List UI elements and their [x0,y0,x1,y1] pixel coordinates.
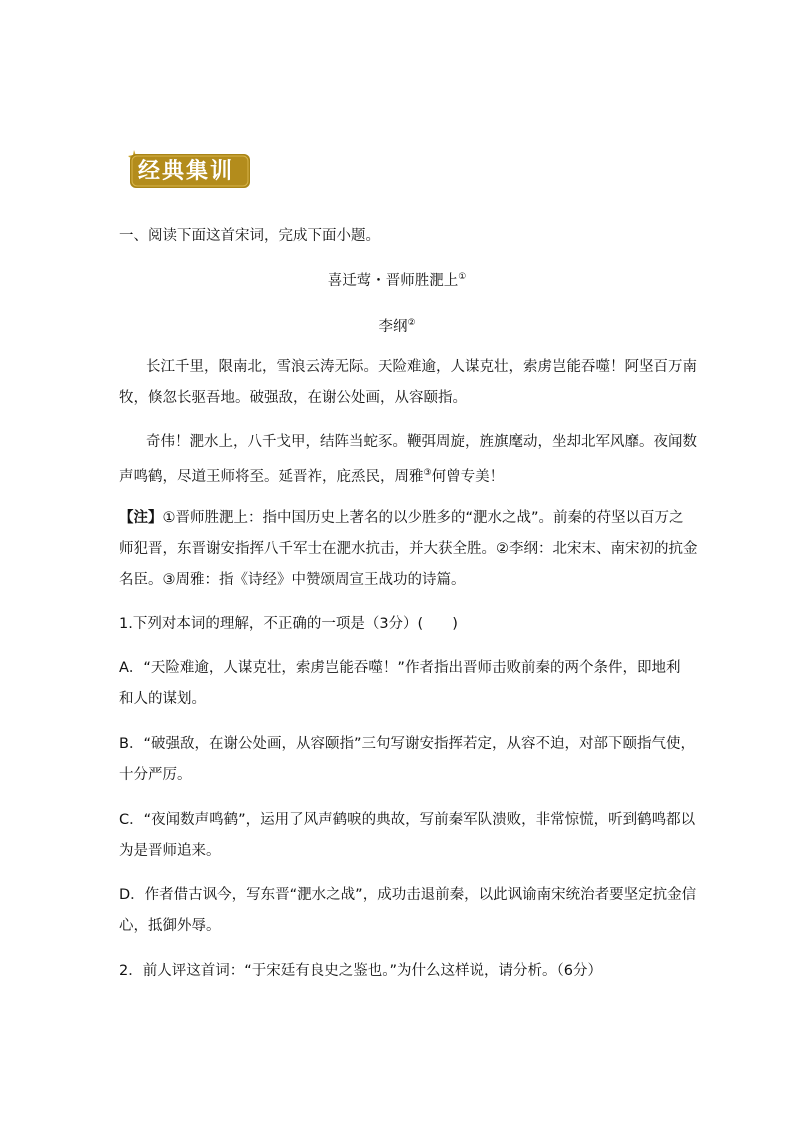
option-a-line2: 和人的谋划。 [119,691,206,707]
intro-instruction: 一、阅读下面这首宋词，完成下面小题。 [119,228,380,244]
stanza2-line2 [119,463,504,487]
stanza1-line2: 牧，倏忽长驱吾地。破强敌，在谢公处画，从容颐指。 [119,390,467,406]
option-c-line2: 为是晋师追来。 [119,843,221,859]
poem-author-line [0,313,794,337]
note-line1 [119,508,684,528]
stanza2-line2-text-b: 何曾专美！ [431,468,505,485]
poem-author: 李纲 [378,318,408,335]
option-a-line1: A．“天险难逾，人谋克壮，索虏岂能吞噬！”作者指出晋师击败前秦的两个条件，即地利 [119,660,681,676]
note-line2: 师犯晋，东晋谢安指挥八千军士在淝水抗击，并大获全胜。②李纲：北宋末、南宋初的抗金 [119,541,698,557]
note-text1: ①晋师胜淝上：指中国历史上著名的以少胜多的“淝水之战”。前秦的苻坚以百万之 [162,510,684,526]
poem-author-note: ② [407,318,416,328]
note-line3: 名臣。③周雅：指《诗经》中赞颂周宣王战功的诗篇。 [119,572,466,588]
question2-stem: 2．前人评这首词：“于宋廷有良史之鉴也。”为什么这样说，请分析。（6分） [119,963,602,979]
question1-stem: 1.下列对本词的理解，不正确的一项是（3分）( ) [119,616,458,632]
stanza2-line2-text-a: 声鸣鹤，尽道王师将至。延晋祚，庇烝民，周雅 [119,468,424,485]
option-b-line2: 十分严厉。 [119,767,192,783]
option-d-line2: 心，抵御外辱。 [119,918,221,934]
stanza2-line1: 奇伟！淝水上，八千戈甲，结阵当蛇豕。鞭弭周旋，旌旗麾动，坐却北军风靡。夜闻数 [146,434,697,450]
option-d-line1: D．作者借古讽今，写东晋“淝水之战”，成功击退前秦，以此讽谕南宋统治者要坚定抗金信 [119,887,697,903]
stanza1-line1: 长江千里，限南北，雪浪云涛无际。天险难逾，人谋克壮，索虏岂能吞噬！阿坚百万南 [146,359,697,375]
poem-title-line [0,267,794,291]
badge-label: 经典集训 [138,159,235,184]
option-c-line1: C．“夜闻数声鸣鹤”，运用了风声鹤唳的典故，写前秦军队溃败，非常惊慌，听到鹤鸣都以 [119,812,696,828]
section-badge [126,146,252,190]
poem-title-note: ① [458,272,467,282]
poem-title: 喜迁莺・晋师胜淝上 [327,272,459,289]
stanza2-note-ref: ③ [423,468,432,478]
option-b-line1: B．“破强敌，在谢公处画，从容颐指”三句写谢安指挥若定，从容不迫，对部下颐指气使， [119,736,695,752]
note-marker: 【注】 [119,510,163,526]
